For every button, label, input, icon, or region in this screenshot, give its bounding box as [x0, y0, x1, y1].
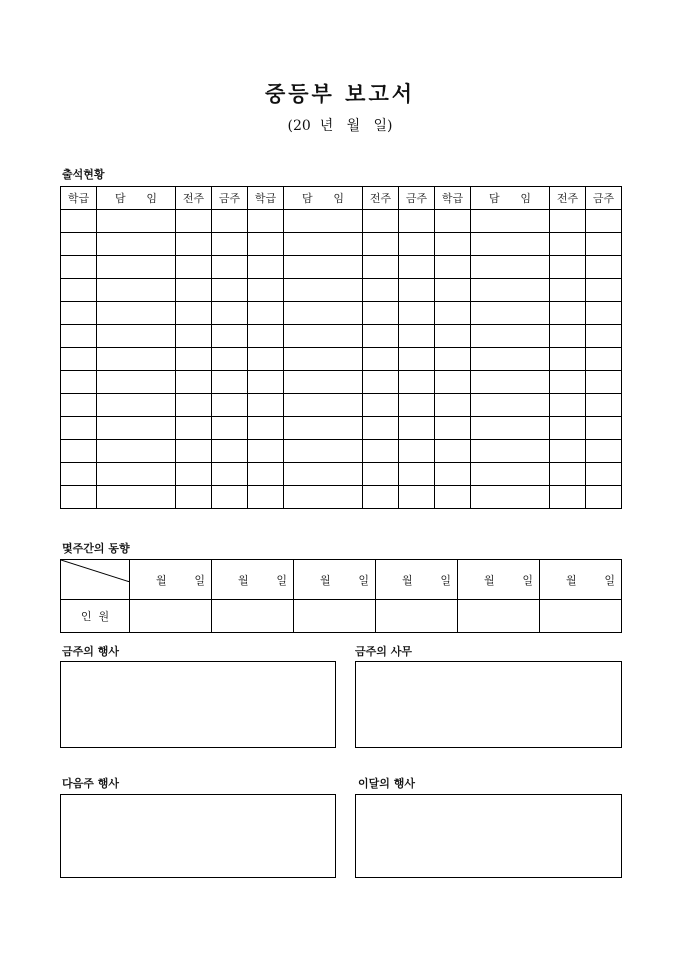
header-last-week: 전주: [550, 187, 586, 210]
attendance-cell[interactable]: [212, 417, 248, 440]
attendance-cell[interactable]: [176, 348, 212, 371]
day-label: 일: [440, 573, 451, 587]
attendance-cell[interactable]: [435, 486, 471, 509]
report-date: (20 년 월 일): [287, 118, 393, 134]
attendance-row: [61, 417, 622, 440]
header-this-week: 금주: [586, 187, 622, 210]
attendance-cell[interactable]: [363, 210, 399, 233]
attendance-cell[interactable]: [61, 463, 97, 486]
attendance-cell[interactable]: [248, 210, 284, 233]
attendance-cell[interactable]: [97, 210, 176, 233]
attendance-cell[interactable]: [212, 486, 248, 509]
attendance-cell[interactable]: [399, 348, 435, 371]
attendance-cell[interactable]: [212, 394, 248, 417]
header-teacher: [284, 187, 363, 210]
header-teacher-part1: 담: [115, 192, 126, 205]
diagonal-corner-cell: [61, 560, 130, 600]
attendance-cell[interactable]: [399, 302, 435, 325]
attendance-cell[interactable]: [212, 325, 248, 348]
header-teacher-part2: 임: [520, 192, 531, 205]
attendance-cell[interactable]: [435, 256, 471, 279]
attendance-cell[interactable]: [471, 394, 550, 417]
diagonal-line: [61, 560, 130, 582]
attendance-cell[interactable]: [61, 394, 97, 417]
attendance-cell[interactable]: [176, 371, 212, 394]
attendance-cell[interactable]: [61, 417, 97, 440]
month-label: 월: [484, 573, 495, 587]
attendance-cell[interactable]: [284, 279, 363, 302]
attendance-cell[interactable]: [248, 486, 284, 509]
attendance-cell[interactable]: [435, 210, 471, 233]
attendance-cell[interactable]: [435, 440, 471, 463]
header-teacher: [97, 187, 176, 210]
attendance-cell[interactable]: [399, 325, 435, 348]
attendance-cell[interactable]: [586, 325, 622, 348]
attendance-cell[interactable]: [550, 417, 586, 440]
attendance-cell[interactable]: [550, 256, 586, 279]
attendance-cell[interactable]: [212, 302, 248, 325]
week-headcount-cell[interactable]: [130, 600, 212, 633]
attendance-cell[interactable]: [212, 463, 248, 486]
attendance-row: [61, 256, 622, 279]
attendance-cell[interactable]: [363, 394, 399, 417]
week-date-header: [376, 560, 458, 600]
attendance-cell[interactable]: [176, 302, 212, 325]
header-teacher: [471, 187, 550, 210]
attendance-cell[interactable]: [248, 279, 284, 302]
attendance-cell[interactable]: [248, 256, 284, 279]
attendance-cell[interactable]: [363, 302, 399, 325]
day-label: 일: [276, 573, 287, 587]
month-label: 월: [566, 573, 577, 587]
attendance-row: [61, 302, 622, 325]
attendance-cell[interactable]: [97, 394, 176, 417]
header-class: 학급: [435, 187, 471, 210]
attendance-row: [61, 440, 622, 463]
attendance-cell[interactable]: [248, 394, 284, 417]
attendance-cell[interactable]: [550, 210, 586, 233]
attendance-cell[interactable]: [550, 233, 586, 256]
attendance-cell[interactable]: [586, 233, 622, 256]
next-week-events-label: 다음주 행사: [62, 777, 119, 790]
day-label: 일: [358, 573, 369, 587]
attendance-cell[interactable]: [586, 348, 622, 371]
attendance-cell[interactable]: [363, 371, 399, 394]
attendance-cell[interactable]: [586, 440, 622, 463]
attendance-row: [61, 486, 622, 509]
attendance-cell[interactable]: [212, 348, 248, 371]
weekly-section-label: 몇주간의 동향: [62, 542, 130, 555]
attendance-cell[interactable]: [248, 302, 284, 325]
attendance-cell[interactable]: [248, 371, 284, 394]
attendance-cell[interactable]: [97, 325, 176, 348]
attendance-cell[interactable]: [399, 486, 435, 509]
attendance-cell[interactable]: [61, 233, 97, 256]
attendance-cell[interactable]: [435, 417, 471, 440]
attendance-cell[interactable]: [435, 325, 471, 348]
attendance-row: [61, 394, 622, 417]
attendance-cell[interactable]: [248, 348, 284, 371]
attendance-cell[interactable]: [550, 325, 586, 348]
this-week-affairs-box[interactable]: [355, 661, 622, 748]
attendance-cell[interactable]: [471, 348, 550, 371]
attendance-cell[interactable]: [435, 233, 471, 256]
attendance-row: [61, 325, 622, 348]
attendance-cell[interactable]: [399, 371, 435, 394]
row-label-headcount: 인 원: [61, 600, 130, 633]
attendance-cell[interactable]: [176, 417, 212, 440]
attendance-cell[interactable]: [61, 348, 97, 371]
header-this-week: 금주: [399, 187, 435, 210]
attendance-cell[interactable]: [284, 325, 363, 348]
attendance-cell[interactable]: [212, 371, 248, 394]
week-headcount-cell[interactable]: [540, 600, 622, 633]
attendance-cell[interactable]: [586, 486, 622, 509]
week-date-header: [130, 560, 212, 600]
attendance-cell[interactable]: [363, 233, 399, 256]
attendance-cell[interactable]: [212, 279, 248, 302]
attendance-cell[interactable]: [586, 302, 622, 325]
attendance-cell[interactable]: [550, 302, 586, 325]
attendance-cell[interactable]: [471, 371, 550, 394]
header-teacher-part2: 임: [333, 192, 344, 205]
header-last-week: 전주: [363, 187, 399, 210]
month-label: 월: [320, 573, 331, 587]
attendance-cell[interactable]: [363, 256, 399, 279]
attendance-cell[interactable]: [284, 233, 363, 256]
attendance-cell[interactable]: [284, 210, 363, 233]
week-date-header: [540, 560, 622, 600]
attendance-cell[interactable]: [176, 210, 212, 233]
attendance-cell[interactable]: [61, 256, 97, 279]
attendance-cell[interactable]: [284, 440, 363, 463]
week-date-header: [212, 560, 294, 600]
attendance-cell[interactable]: [586, 371, 622, 394]
this-week-events-label: 금주의 행사: [62, 645, 119, 658]
attendance-cell[interactable]: [471, 463, 550, 486]
attendance-cell[interactable]: [471, 210, 550, 233]
attendance-cell[interactable]: [471, 325, 550, 348]
attendance-row: [61, 371, 622, 394]
attendance-cell[interactable]: [363, 486, 399, 509]
attendance-table: [60, 186, 622, 509]
attendance-cell[interactable]: [284, 302, 363, 325]
attendance-cell[interactable]: [176, 279, 212, 302]
attendance-cell[interactable]: [212, 210, 248, 233]
attendance-row: [61, 210, 622, 233]
attendance-cell[interactable]: [61, 279, 97, 302]
attendance-cell[interactable]: [586, 210, 622, 233]
attendance-cell[interactable]: [248, 325, 284, 348]
attendance-cell[interactable]: [471, 279, 550, 302]
attendance-cell[interactable]: [176, 486, 212, 509]
attendance-cell[interactable]: [176, 256, 212, 279]
attendance-cell[interactable]: [284, 348, 363, 371]
attendance-cell[interactable]: [97, 486, 176, 509]
attendance-cell[interactable]: [363, 463, 399, 486]
attendance-cell[interactable]: [97, 233, 176, 256]
attendance-cell[interactable]: [435, 279, 471, 302]
attendance-cell[interactable]: [550, 279, 586, 302]
this-month-events-label: 이달의 행사: [358, 777, 415, 790]
attendance-row: [61, 463, 622, 486]
attendance-cell[interactable]: [176, 233, 212, 256]
week-date-header: [458, 560, 540, 600]
attendance-cell[interactable]: [550, 486, 586, 509]
attendance-cell[interactable]: [248, 233, 284, 256]
attendance-cell[interactable]: [61, 440, 97, 463]
attendance-cell[interactable]: [212, 256, 248, 279]
month-label: 월: [402, 573, 413, 587]
attendance-cell[interactable]: [471, 440, 550, 463]
attendance-cell[interactable]: [61, 302, 97, 325]
attendance-cell[interactable]: [399, 233, 435, 256]
attendance-cell[interactable]: [97, 371, 176, 394]
day-label: 일: [194, 573, 205, 587]
attendance-cell[interactable]: [97, 417, 176, 440]
document-title: 중등부 보고서: [264, 81, 416, 106]
attendance-cell[interactable]: [176, 325, 212, 348]
attendance-cell[interactable]: [248, 417, 284, 440]
attendance-cell[interactable]: [586, 463, 622, 486]
weekly-count-row: [61, 600, 622, 633]
weekly-header-row: [61, 560, 622, 600]
attendance-cell[interactable]: [212, 233, 248, 256]
header-teacher-part1: 담: [302, 192, 313, 205]
attendance-cell[interactable]: [435, 463, 471, 486]
day-label: 일: [522, 573, 533, 587]
attendance-cell[interactable]: [61, 210, 97, 233]
attendance-cell[interactable]: [97, 256, 176, 279]
attendance-section-label: 출석현황: [62, 168, 105, 181]
attendance-cell[interactable]: [435, 348, 471, 371]
week-headcount-cell[interactable]: [212, 600, 294, 633]
attendance-cell[interactable]: [586, 394, 622, 417]
next-week-events-box[interactable]: [60, 794, 336, 878]
weekly-trend-table: [60, 559, 622, 633]
week-headcount-cell[interactable]: [458, 600, 540, 633]
attendance-cell[interactable]: [61, 325, 97, 348]
month-label: 월: [156, 573, 167, 587]
attendance-cell[interactable]: [435, 302, 471, 325]
attendance-cell[interactable]: [97, 302, 176, 325]
attendance-cell[interactable]: [176, 463, 212, 486]
attendance-row: [61, 348, 622, 371]
month-label: 월: [238, 573, 249, 587]
attendance-cell[interactable]: [363, 348, 399, 371]
attendance-cell[interactable]: [176, 440, 212, 463]
attendance-cell[interactable]: [399, 463, 435, 486]
attendance-cell[interactable]: [399, 440, 435, 463]
attendance-cell[interactable]: [399, 417, 435, 440]
header-last-week: 전주: [176, 187, 212, 210]
attendance-cell[interactable]: [176, 394, 212, 417]
attendance-cell[interactable]: [550, 394, 586, 417]
header-class: 학급: [248, 187, 284, 210]
attendance-row: [61, 279, 622, 302]
attendance-cell[interactable]: [399, 394, 435, 417]
attendance-cell[interactable]: [284, 417, 363, 440]
attendance-cell[interactable]: [471, 233, 550, 256]
attendance-cell[interactable]: [97, 348, 176, 371]
attendance-cell[interactable]: [97, 463, 176, 486]
header-class: 학급: [61, 187, 97, 210]
attendance-cell[interactable]: [399, 210, 435, 233]
attendance-cell[interactable]: [435, 394, 471, 417]
attendance-cell[interactable]: [212, 440, 248, 463]
attendance-cell[interactable]: [586, 279, 622, 302]
this-week-affairs-label: 금주의 사무: [355, 645, 412, 658]
this-month-events-box[interactable]: [355, 794, 622, 878]
attendance-cell[interactable]: [586, 417, 622, 440]
attendance-cell[interactable]: [363, 279, 399, 302]
attendance-cell[interactable]: [471, 256, 550, 279]
attendance-cell[interactable]: [586, 256, 622, 279]
attendance-cell[interactable]: [284, 256, 363, 279]
this-week-events-box[interactable]: [60, 661, 336, 748]
week-headcount-cell[interactable]: [294, 600, 376, 633]
attendance-cell[interactable]: [435, 371, 471, 394]
attendance-cell[interactable]: [550, 348, 586, 371]
attendance-cell[interactable]: [550, 371, 586, 394]
attendance-cell[interactable]: [363, 325, 399, 348]
attendance-cell[interactable]: [471, 417, 550, 440]
attendance-cell[interactable]: [284, 486, 363, 509]
attendance-cell[interactable]: [471, 302, 550, 325]
attendance-cell[interactable]: [399, 256, 435, 279]
attendance-cell[interactable]: [399, 279, 435, 302]
week-date-header: [294, 560, 376, 600]
attendance-cell[interactable]: [363, 417, 399, 440]
attendance-row: [61, 233, 622, 256]
attendance-cell[interactable]: [97, 279, 176, 302]
day-label: 일: [604, 573, 615, 587]
attendance-cell[interactable]: [284, 394, 363, 417]
attendance-cell[interactable]: [61, 486, 97, 509]
attendance-cell[interactable]: [550, 440, 586, 463]
header-teacher-part2: 임: [146, 192, 157, 205]
attendance-cell[interactable]: [248, 440, 284, 463]
attendance-header-row: [61, 187, 622, 210]
header-this-week: 금주: [212, 187, 248, 210]
attendance-cell[interactable]: [284, 463, 363, 486]
attendance-cell[interactable]: [248, 463, 284, 486]
attendance-cell[interactable]: [97, 440, 176, 463]
header-teacher-part1: 담: [489, 192, 500, 205]
attendance-cell[interactable]: [471, 486, 550, 509]
attendance-cell[interactable]: [61, 371, 97, 394]
week-headcount-cell[interactable]: [376, 600, 458, 633]
attendance-cell[interactable]: [550, 463, 586, 486]
attendance-cell[interactable]: [284, 371, 363, 394]
attendance-cell[interactable]: [363, 440, 399, 463]
